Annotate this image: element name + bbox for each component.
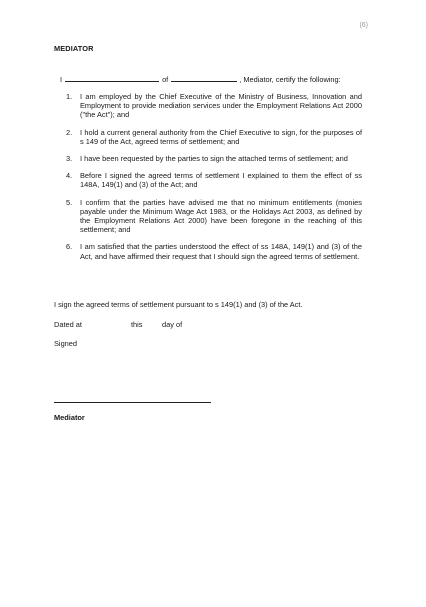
item-number: 1. xyxy=(66,92,73,101)
location-blank-line xyxy=(171,74,237,82)
intro-suffix: , Mediator, certify the following: xyxy=(239,75,341,84)
day-of-label: day of xyxy=(162,320,183,329)
certification-list xyxy=(66,92,362,269)
intro-of: of xyxy=(162,75,169,84)
signed-label: Signed xyxy=(54,339,78,348)
item-number: 6. xyxy=(66,242,73,252)
item-text: I am satisfied that the parties understood the effect of ss 148A, 149(1) and (3) of the Act, and have affirmed their request that I should sign the agreed terms of settlement. xyxy=(80,242,362,261)
this-label: this xyxy=(131,320,143,329)
item-text: I am employed by the Chief Executive of the Ministry of Business, Innovation and Employment to provide mediation services under the Employment Relations Act 2000 ("the Act"); and xyxy=(80,92,362,120)
item-text: I have been requested by the parties to sign the attached terms of settlement; and xyxy=(80,154,348,164)
page-number: (6) xyxy=(359,22,368,29)
item-number: 4. xyxy=(66,171,73,181)
item-text: I confirm that the parties have advised me that no minimum entitlements (monies payable under the Minimum Wage Act 1983, or the Holidays Act 2003, as defined by the Employment Relations Act 2000) have been foregone in the reaching of this settlement; and xyxy=(80,197,362,235)
signature-label: Mediator xyxy=(54,413,85,422)
section-heading: MEDIATOR xyxy=(54,44,94,53)
signature-line xyxy=(54,402,211,403)
list-item xyxy=(66,171,362,189)
item-number: 3. xyxy=(66,154,73,164)
list-item xyxy=(66,92,362,120)
list-item xyxy=(66,154,362,163)
dated-at-label: Dated at xyxy=(54,320,82,329)
intro-prefix: I xyxy=(60,75,63,84)
item-number: 5. xyxy=(66,197,73,207)
item-number: 2. xyxy=(66,127,73,137)
name-blank-line xyxy=(65,74,159,82)
list-item xyxy=(66,198,362,235)
item-text: I hold a current general authority from the Chief Executive to sign, for the purposes of s 149 of the Act, agreed terms of settlement; and xyxy=(80,127,362,146)
list-item xyxy=(66,242,362,260)
list-item xyxy=(66,128,362,146)
certification-intro xyxy=(60,74,341,84)
item-text: Before I signed the agreed terms of settlement I explained to them the effect of ss 148A, 149(1) and (3) of the Act; and xyxy=(80,171,362,190)
closing-statement: I sign the agreed terms of settlement pursuant to s 149(1) and (3) of the Act. xyxy=(54,300,303,309)
